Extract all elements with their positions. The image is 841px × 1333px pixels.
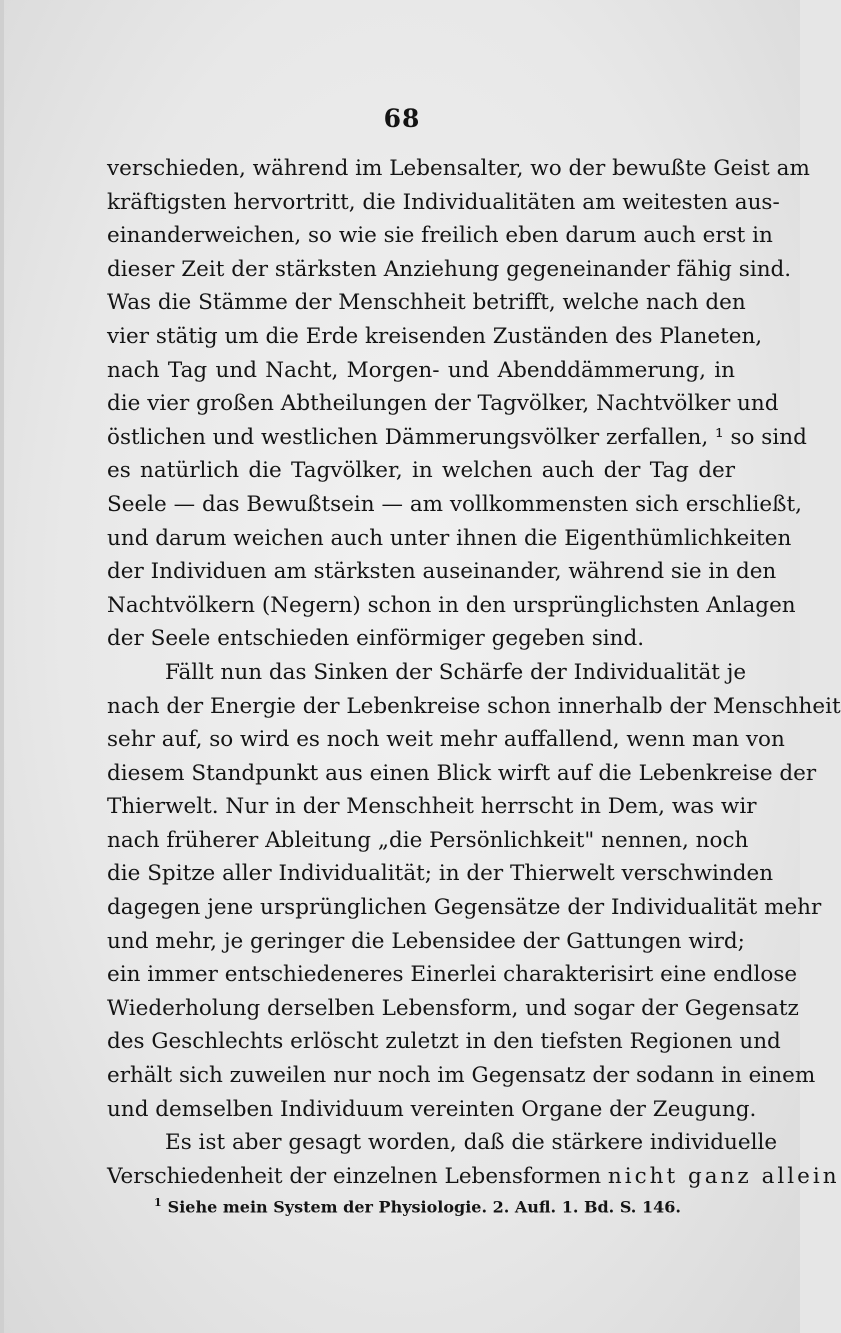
- text-line: Es ist aber gesagt worden, daß die stärkere individuelle: [165, 1130, 778, 1156]
- footnote: [154, 1191, 714, 1219]
- text-line: des Geschlechts erlöscht zuletzt in den tiefsten Regionen und: [107, 1029, 781, 1055]
- text-line: nach der Energie der Lebenkreise schon innerhalb der Menschheit: [107, 693, 841, 719]
- text-line: die Spitze aller Individualität; in der Thierwelt verschwinden: [107, 861, 774, 887]
- text-line-segment: Verschiedenheit der einzelnen Lebensformen: [107, 1163, 602, 1189]
- text-line: dagegen jene ursprünglichen Gegensätze der Individualität mehr: [107, 895, 822, 921]
- text-line: östlichen und westlichen Dämmerungsvölker zerfallen, ¹ so sind: [107, 424, 807, 450]
- text-line: und mehr, je geringer die Lebensidee der Gattungen wird;: [107, 928, 745, 954]
- text-line: es natürlich die Tagvölker, in welchen auch der Tag der: [107, 458, 735, 484]
- text-line: vier stätig um die Erde kreisenden Zuständen des Planeten,: [107, 323, 763, 349]
- body-text: [107, 152, 841, 1193]
- text-line: nach früherer Ableitung „die Persönlichkeit" nennen, noch: [107, 827, 749, 853]
- text-line: der Seele entschieden einförmiger gegeben sind.: [107, 626, 645, 652]
- text-line: [107, 1160, 840, 1194]
- text-line: und demselben Individuum vereinten Organe der Zeugung.: [107, 1096, 757, 1122]
- text-line: nach Tag und Nacht, Morgen- und Abenddämmerung, in: [107, 357, 735, 383]
- text-line: Seele — das Bewußtsein — am vollkommensten sich erschließt,: [107, 491, 802, 517]
- text-line: kräftigsten hervortritt, die Individualitäten am weitesten aus-: [107, 189, 780, 215]
- text-line: Wiederholung derselben Lebensform, und sogar der Gegensatz: [107, 995, 799, 1021]
- text-line: der Individuen am stärksten auseinander, während sie in den: [107, 559, 777, 585]
- text-line: einanderweichen, so wie sie freilich eben darum auch erst in: [107, 223, 773, 249]
- text-line: Was die Stämme der Menschheit betrifft, welche nach den: [107, 290, 746, 316]
- text-line: und darum weichen auch unter ihnen die Eigenthümlichkeiten: [107, 525, 792, 551]
- text-line: Thierwelt. Nur in der Menschheit herrscht in Dem, was wir: [107, 794, 757, 820]
- text-line: dieser Zeit der stärksten Anziehung gegeneinander fähig sind.: [107, 256, 792, 282]
- text-line: Fällt nun das Sinken der Schärfe der Individualität je: [165, 659, 747, 685]
- text-line: diesem Standpunkt aus einen Blick wirft auf die Lebenkreise der: [107, 760, 817, 786]
- text-line: sehr auf, so wird es noch weit mehr auffallend, wenn man von: [107, 727, 785, 753]
- footnote-marker: 1: [154, 1196, 162, 1209]
- text-line: die vier großen Abtheilungen der Tagvölker, Nachtvölker und: [107, 391, 779, 417]
- page-number: 68: [383, 104, 421, 133]
- text-line: Nachtvölkern (Negern) schon in den ursprünglichsten Anlagen: [107, 592, 796, 618]
- footnote-text: Siehe mein System der Physiologie. 2. Aufl. 1. Bd. S. 146.: [167, 1197, 681, 1217]
- text-line: erhält sich zuweilen nur noch im Gegensatz der sodann in einem: [107, 1063, 816, 1089]
- emphasized-text: nicht ganz allein: [607, 1163, 840, 1189]
- text-line: ein immer entschiedeneres Einerlei charakterisirt eine endlose: [107, 962, 798, 988]
- text-line: verschieden, während im Lebensalter, wo der bewußte Geist am: [107, 156, 810, 181]
